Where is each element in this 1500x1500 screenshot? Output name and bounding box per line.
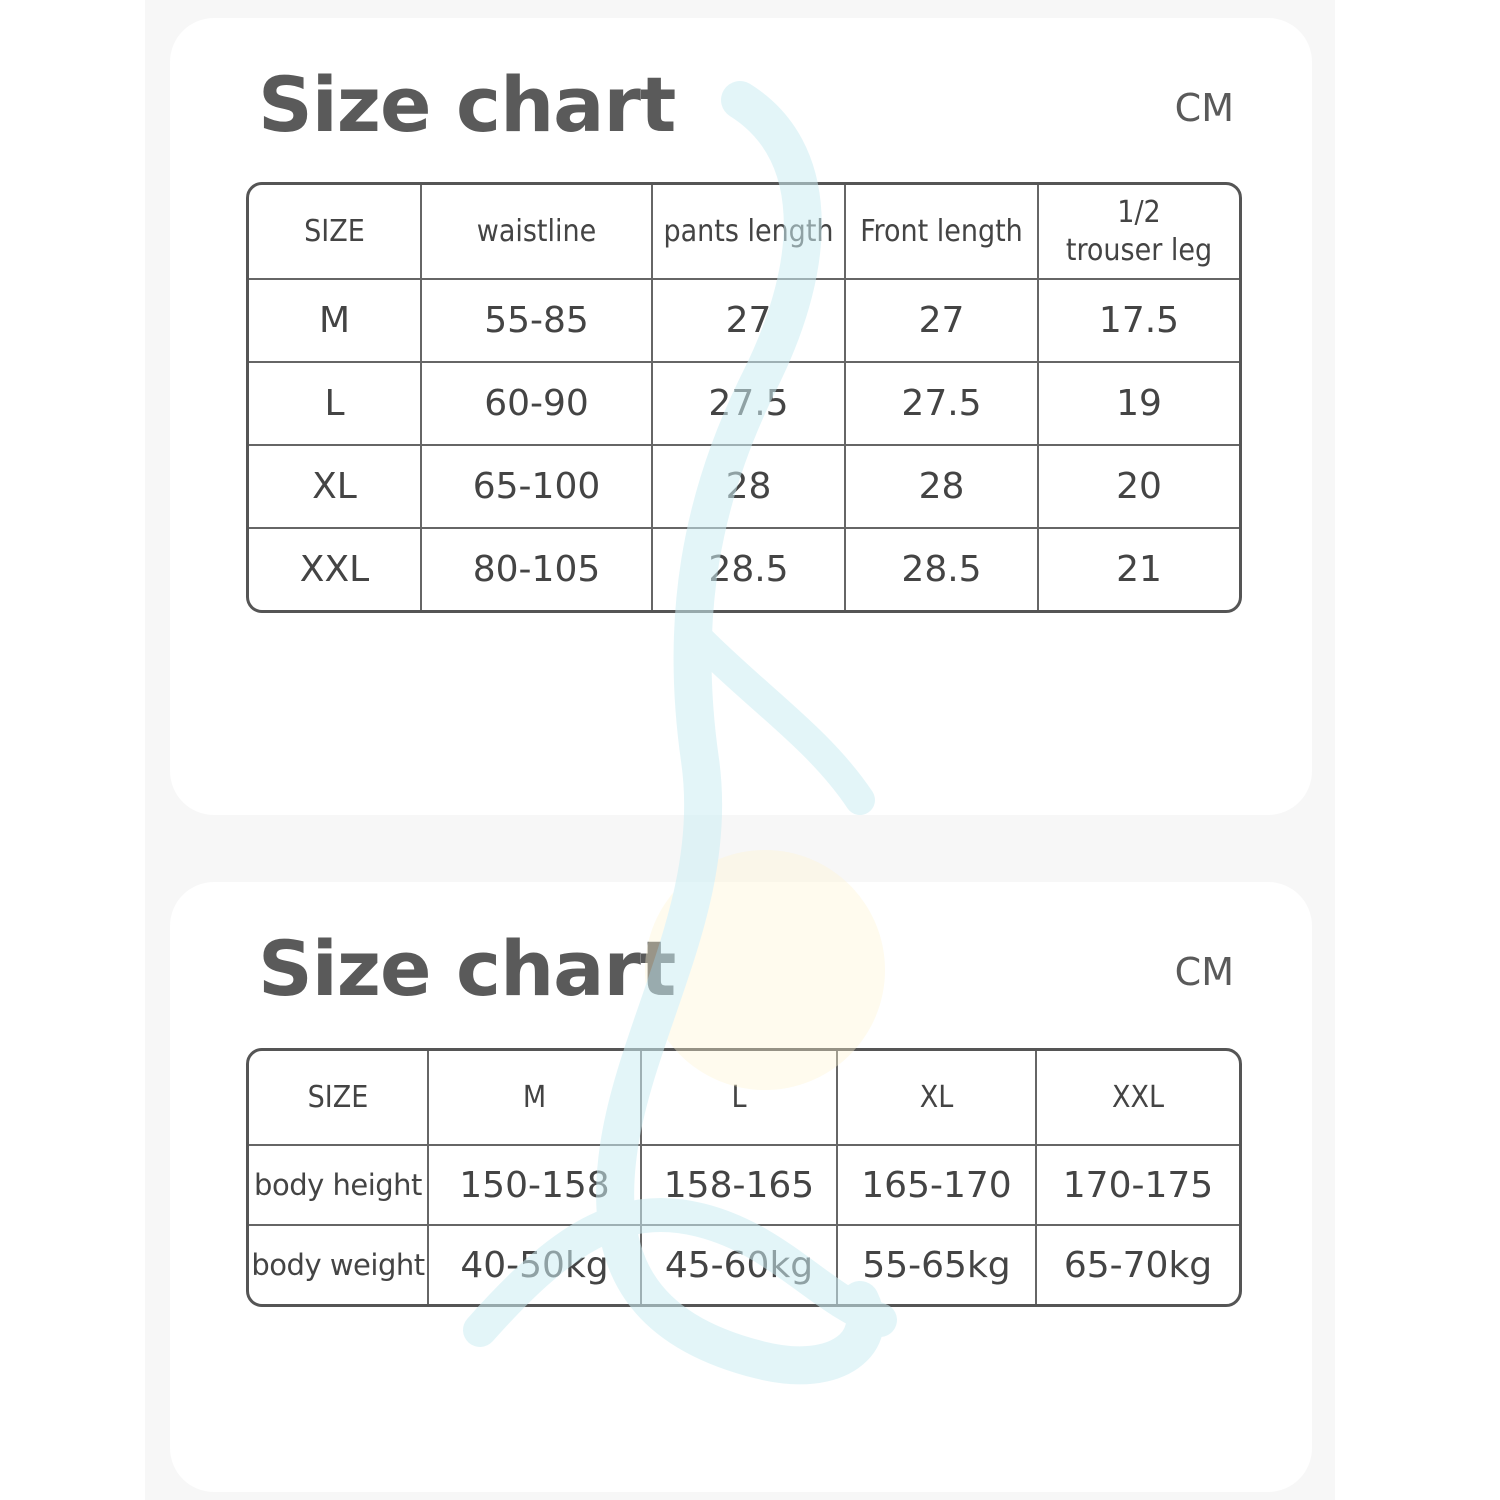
- size-table-body: [246, 1048, 1242, 1307]
- row-label: body height: [249, 1146, 429, 1226]
- header-cell: pants length: [653, 185, 846, 280]
- table-cell: 170-175: [1037, 1146, 1239, 1226]
- size-table-measurements: [246, 182, 1242, 613]
- table-cell: 20: [1039, 446, 1239, 529]
- size-chart-card-body: [170, 882, 1312, 1492]
- table-cell: 27: [846, 280, 1039, 363]
- table-cell: 27: [653, 280, 846, 363]
- header-line: 1/2: [1117, 194, 1161, 230]
- table-row: [249, 446, 1239, 529]
- table-cell: 27.5: [846, 363, 1039, 446]
- header-cell: Front length: [846, 185, 1039, 280]
- table-cell: 55-85: [422, 280, 653, 363]
- table-cell: 40-50kg: [429, 1226, 642, 1304]
- size-cell: L: [249, 363, 422, 446]
- unit-label: CM: [1174, 950, 1234, 994]
- header-cell: SIZE: [249, 185, 422, 280]
- header-line: trouser leg: [1065, 232, 1213, 268]
- table-cell: 28.5: [846, 529, 1039, 610]
- table-cell: 55-65kg: [838, 1226, 1037, 1304]
- table-cell: 165-170: [838, 1146, 1037, 1226]
- table-cell: 150-158: [429, 1146, 642, 1226]
- table-row: [249, 529, 1239, 610]
- header-cell: XXL: [1037, 1051, 1239, 1146]
- table-cell: 65-70kg: [1063, 1244, 1213, 1286]
- unit-label: CM: [1174, 86, 1234, 130]
- table-cell: 21: [1116, 549, 1162, 590]
- row-label: body weight: [249, 1226, 429, 1304]
- table-cell: 65-100: [422, 446, 653, 529]
- header-cell: XL: [838, 1051, 1037, 1146]
- table-header-row: [249, 185, 1239, 280]
- header-cell: L: [642, 1051, 838, 1146]
- header-cell: waistline: [422, 185, 653, 280]
- size-cell: M: [249, 280, 422, 363]
- table-row: [249, 363, 1239, 446]
- header-cell-trouser-leg: [1039, 185, 1239, 280]
- table-header-row: [249, 1051, 1239, 1146]
- table-cell: 28: [846, 446, 1039, 529]
- table-cell: 17.5: [1039, 280, 1239, 363]
- table-cell: 27.5: [653, 363, 846, 446]
- table-row: [249, 1226, 1239, 1304]
- table-cell: 45-60kg: [642, 1226, 838, 1304]
- chart-title: Size chart: [258, 60, 676, 149]
- table-cell: 28.5: [653, 529, 846, 610]
- table-cell: 80-105: [422, 529, 653, 610]
- header-cell: M: [429, 1051, 642, 1146]
- chart-title: Size chart: [258, 924, 676, 1013]
- size-cell: XL: [249, 446, 422, 529]
- table-cell: 158-165: [642, 1146, 838, 1226]
- table-row: [249, 280, 1239, 363]
- header-cell: SIZE: [249, 1051, 429, 1146]
- table-cell: 60-90: [422, 363, 653, 446]
- table-row: [249, 1146, 1239, 1226]
- table-cell: 28: [653, 446, 846, 529]
- size-cell: XXL: [249, 529, 422, 610]
- size-chart-card-pants: [170, 18, 1312, 815]
- table-cell: 19: [1039, 363, 1239, 446]
